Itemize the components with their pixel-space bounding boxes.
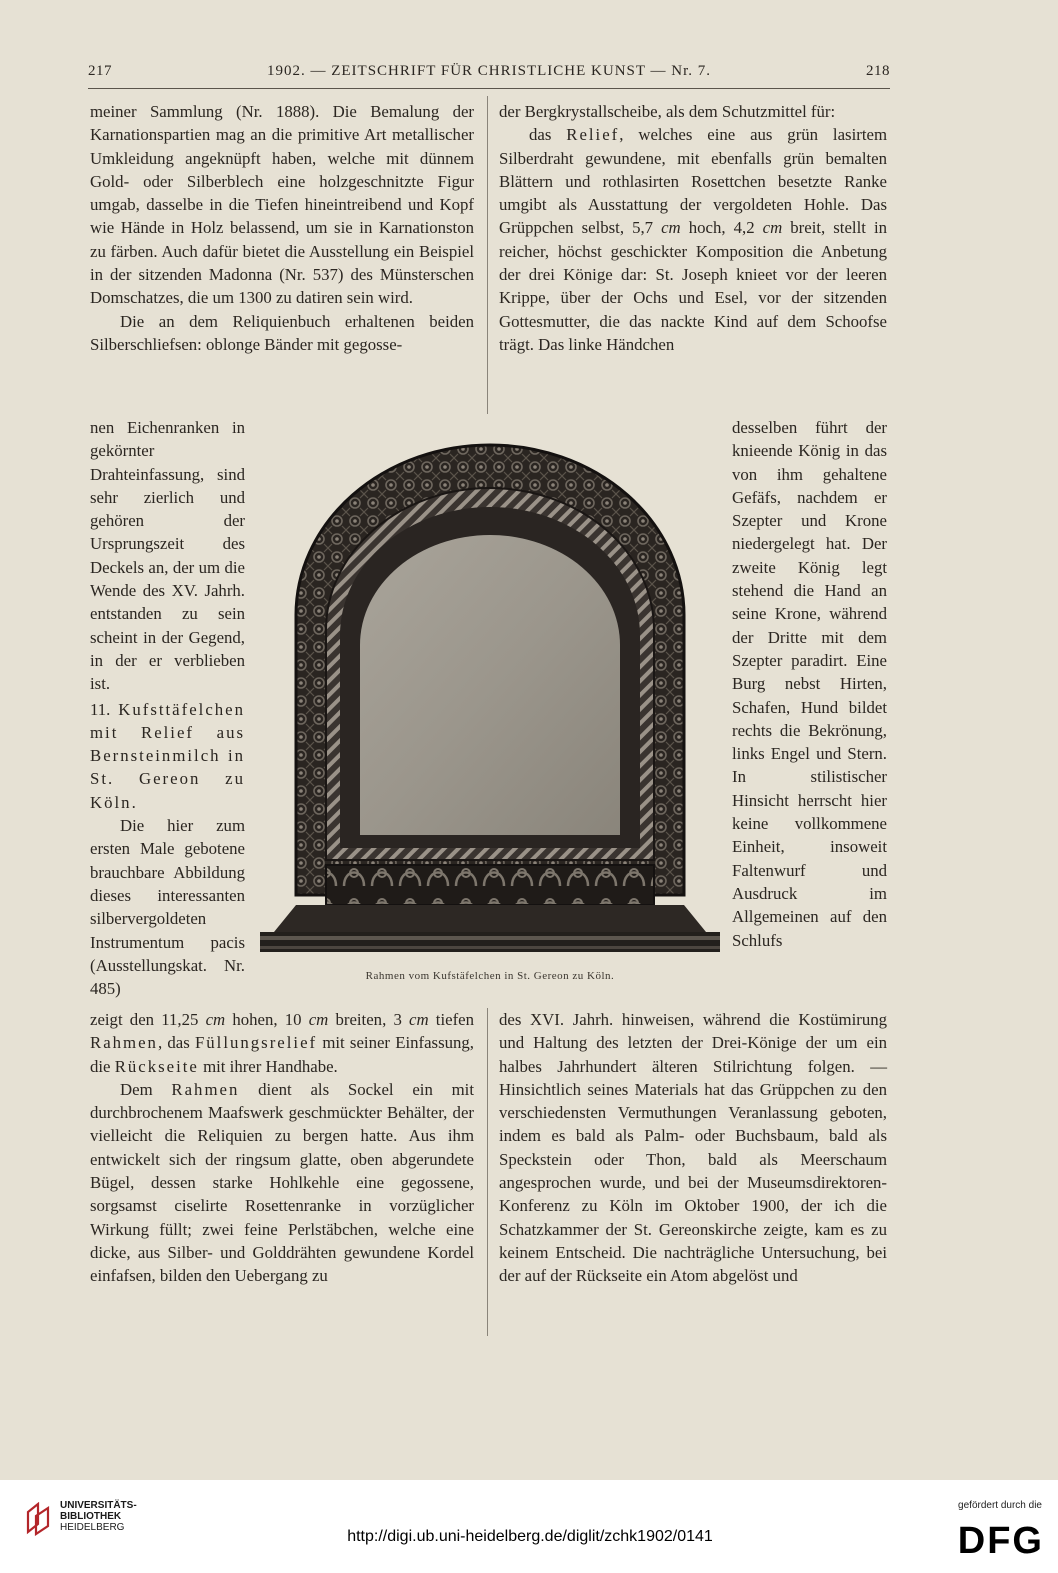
text-run: breit, stellt in reicher, höchst geschickter Komposition die Anbetung der drei Könige dar: St. Joseph knieet vor der leeren Krippe, über der Ochs und Esel, vor der sitzenden Gottesmutter, die das nackte Kind auf dem Schoofse trägt. Das linke Händchen: [499, 218, 887, 354]
right-column-bottom: [499, 1008, 887, 1288]
paragraph: meiner Sammlung (Nr. 1888). Die Bemalung der Karnationspartien mag an die primitive Art metallischer Umkleidung angeknüpft haben, welche mit dünnem Gold- oder Silberblech eine holzgeschnitzte Figur umgab, dasselbe in die Tiefen hineintreibend und Kopf wie Hände in Holz belassend, um sie in Karnationston zu färben. Auch dafür bietet die Ausstellung ein Beispiel in der sitzenden Madonna (Nr. 537) des Münsterschen Domschatzes, die um 1300 zu datiren sein wird.: [90, 102, 474, 308]
library-name: [60, 1500, 137, 1533]
section-number: 11.: [90, 699, 111, 719]
running-head: [88, 58, 890, 86]
text-run: dient als Sockel ein mit durchbrochenem Maafswerk geschmückter Behälter, der vielleicht die Reliquien zu bergen hatte. Aus ihm entwickelt sich der ringsum glatte, oben abgerundete Bügel, dessen starke Hohlkehle eine gegossene, sorgsamst ciselirte Rosettenranke in vorzüglicher Wirkung füllt; zwei feine Perlstäbchen, welche eine dicke, aus Silber- und Golddrähten gewundene Kordel einfafsen, bilden den Uebergang zu: [90, 1079, 474, 1286]
paragraph: Die hier zum ersten Male gebotene brauchbare Abbildung dieses interessanten silbervergoldeten Instrumentum pacis (Ausstellungskat. Nr. 485): [90, 816, 245, 999]
text-run: , welches eine aus grün lasirtem Silberdraht gewundene, mit ebenfalls grün bemalten Blättern und rothlasirten Rosettchen besetzte Ranke umgibt als Ausstattung der vergoldeten Hohle. Das Grüppchen selbst, 5,7: [499, 125, 887, 238]
left-column-bottom: [90, 1008, 474, 1288]
tracery-base: [326, 865, 654, 905]
digitization-footer: [0, 1480, 1058, 1573]
right-column-wrap: [732, 416, 887, 952]
unit: cm: [409, 1010, 429, 1029]
frame-illustration: [256, 440, 724, 960]
column-divider-top: [487, 96, 488, 414]
spaced-term: Rahmen: [171, 1079, 240, 1099]
library-line: HEIDELBERG: [60, 1522, 125, 1533]
text-run: mit seiner Einfassung, die: [90, 1033, 474, 1076]
spaced-term: Rückseite: [114, 1056, 199, 1076]
permalink[interactable]: http://digi.ub.uni-heidelberg.de/diglit/zchk1902/0141: [347, 1528, 713, 1545]
library-line: BIBLIOTHEK: [60, 1511, 122, 1522]
spaced-term: Füllungsrelief: [194, 1033, 318, 1053]
funded-by-label: gefördert durch die: [958, 1500, 1042, 1511]
text-run: hoch, 4,2: [680, 218, 763, 238]
text-run: das: [529, 125, 567, 145]
paragraph: des XVI. Jahrh. hinweisen, während die Kostümirung und Haltung des letzten der Drei-Könige der um ein halbes Jahrhundert älteren Stilrichtung folgen. — Hinsichtlich seines Materials hat das Grüppchen zu den verschiedensten Vermuthungen Veranlassung geboten, indem es bald als Palm- oder Buchsbaum, bald als Speckstein oder Thon, bald als Meerschaum angesprochen wurde, und bei der Museumsdirektoren-Konferenz zu Köln im Oktober 1900, der ich die Schatzkammer der St. Gereonskirche zeigte, kam es zu keinem Entscheid. Die nachträgliche Untersuchung, bei der auf der Rückseite ein Atom abgelöst und: [499, 1010, 887, 1286]
page-number-left: 217: [88, 63, 112, 79]
paragraph: [90, 1078, 474, 1288]
paragraph: [90, 1008, 474, 1078]
column-divider-bottom: [487, 1008, 488, 1336]
paragraph: [499, 123, 887, 356]
unit: cm: [205, 1010, 226, 1029]
left-column-top: [90, 100, 474, 356]
unit: cm: [661, 218, 681, 238]
plinth-line: [260, 946, 720, 949]
university-library-logo-icon: [24, 1502, 54, 1536]
spaced-term: Relief: [566, 125, 620, 145]
paragraph: nen Eichenranken in gekörnter Drahteinfassung, sind sehr zierlich und gehören der Ursprungszeit des Deckels an, der um die Wende des XV. Jahrh. entstanden zu sein scheint in der Gegend, in der er verblieben ist.: [90, 418, 245, 694]
paragraph: desselben führt der knieende König in das von ihm gehaltene Gefäfs, nachdem er Szepter und Krone niedergelegt hat. Der zweite König legt stehend die Hand an seine Krone, während der Dritte mit dem Szepter paradirt. Eine Burg nebst Hirten, Schafen, Hund bildet rechts die Bekrönung, links Engel und Stern. In stilistischer Hinsicht herrscht hier keine vollkommene Einheit, insoweit Faltenwurf und Ausdruck im Allgemeinen auf den Schlufs: [732, 418, 887, 950]
text-run: mit ihrer Handhabe.: [198, 1056, 338, 1076]
text-run: Dem: [120, 1079, 172, 1099]
section-heading: [90, 698, 245, 814]
crystal-window: [360, 535, 620, 835]
library-line: UNIVERSITÄTS-: [60, 1500, 137, 1511]
text-run: tiefen: [428, 1010, 475, 1029]
plinth-top: [274, 905, 706, 932]
unit: cm: [762, 218, 783, 238]
text-run: , das: [157, 1033, 195, 1053]
left-column-wrap: [90, 416, 245, 1000]
plinth-line: [260, 936, 720, 940]
journal-title: 1902. — ZEITSCHRIFT FÜR CHRISTLICHE KUNST — Nr. 7.: [266, 63, 712, 79]
page-number-right: 218: [866, 63, 890, 79]
unit: cm: [308, 1010, 329, 1029]
header-rule: [88, 88, 890, 89]
figure-caption: Rahmen vom Kufstäfelchen in St. Gereon zu Köln.: [365, 970, 615, 982]
text-run: hohen, 10: [225, 1010, 309, 1029]
paragraph: der Bergkrystallscheibe, als dem Schutzmittel für:: [499, 102, 836, 121]
paragraph: Die an dem Reliquienbuch erhaltenen beiden Silberschliefsen: oblonge Bänder mit gegosse-: [90, 311, 474, 354]
text-run: breiten, 3: [328, 1010, 410, 1029]
section-title: Kufsttäfelchen mit Relief aus Bernsteinmilch in St. Gereon zu Köln.: [90, 699, 245, 812]
text-run: zeigt den 11,25: [90, 1010, 206, 1029]
spaced-term: Rahmen: [90, 1033, 158, 1053]
dfg-logo: DFG: [957, 1520, 1044, 1562]
right-column-top: [499, 100, 887, 356]
